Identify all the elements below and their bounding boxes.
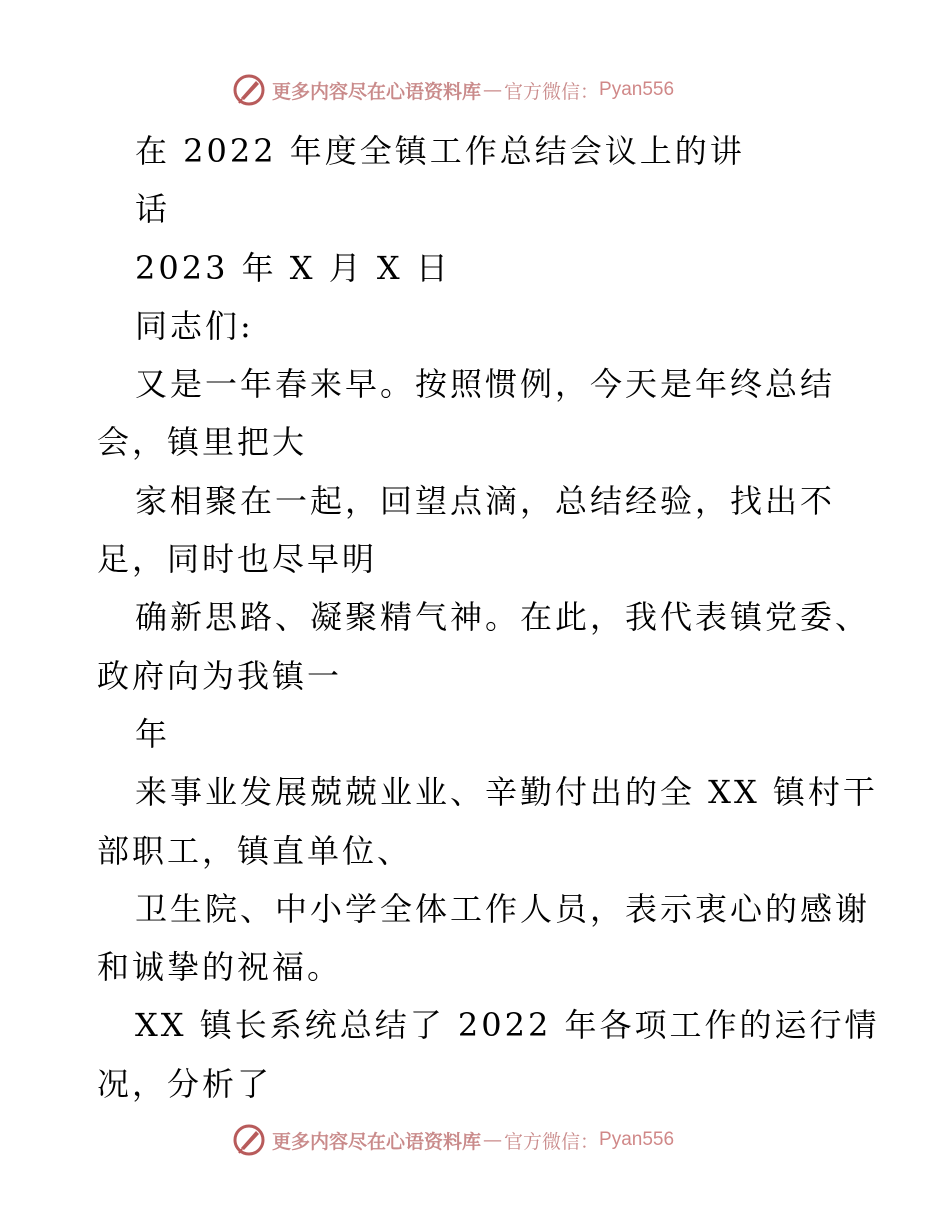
paragraph-line: 和诚挚的祝福。 — [97, 948, 343, 987]
paragraph-line: 家相聚在一起，回望点滴，总结经验，找出不 — [135, 481, 836, 520]
document-body — [0, 122, 950, 1113]
quill-logo-icon — [232, 1123, 266, 1157]
paragraph-line: 确新思路、凝聚精气神。在此，我代表镇党委、 — [135, 598, 871, 637]
salutation: 同志们: — [135, 306, 254, 345]
paragraph-line: 年 — [135, 714, 171, 753]
paragraph-line: 况，分析了 — [97, 1064, 273, 1103]
header-watermark — [232, 70, 674, 110]
paragraph-line: 足，同时也尽早明 — [97, 540, 378, 579]
watermark-main-text: 更多内容尽在心语资料库 — [272, 1130, 482, 1153]
quill-logo-icon — [232, 73, 266, 107]
paragraph-line: 部职工，镇直单位、 — [97, 831, 413, 870]
watermark-id: Pyan556 — [599, 1129, 675, 1150]
watermark-dash: — — [483, 79, 503, 101]
watermark-dash: — — [483, 1129, 503, 1151]
watermark-sub-text: 官方微信： — [504, 80, 600, 103]
title-line-2: 话 — [135, 190, 171, 229]
watermark-main-text: 更多内容尽在心语资料库 — [272, 80, 482, 103]
paragraph-line: XX 镇长系统总结了 2022 年各项工作的运行情 — [135, 1006, 880, 1045]
paragraph-line: 卫生院、中小学全体工作人员，表示衷心的感谢 — [135, 889, 871, 928]
paragraph-line: 又是一年春来早。按照惯例，今天是年终总结 — [135, 365, 836, 404]
paragraph-line: 政府向为我镇一 — [97, 656, 343, 695]
watermark-id: Pyan556 — [599, 79, 675, 100]
footer-watermark — [232, 1120, 674, 1160]
title-line-1: 在 2022 年度全镇工作总结会议上的讲 — [135, 132, 745, 170]
paragraph-line: 来事业发展兢兢业业、辛勤付出的全 XX 镇村干 — [135, 773, 878, 812]
date-line: 2023 年 X 月 X 日 — [135, 248, 451, 287]
watermark-sub-text: 官方微信： — [504, 1130, 600, 1153]
paragraph-line: 会，镇里把大 — [97, 423, 308, 462]
